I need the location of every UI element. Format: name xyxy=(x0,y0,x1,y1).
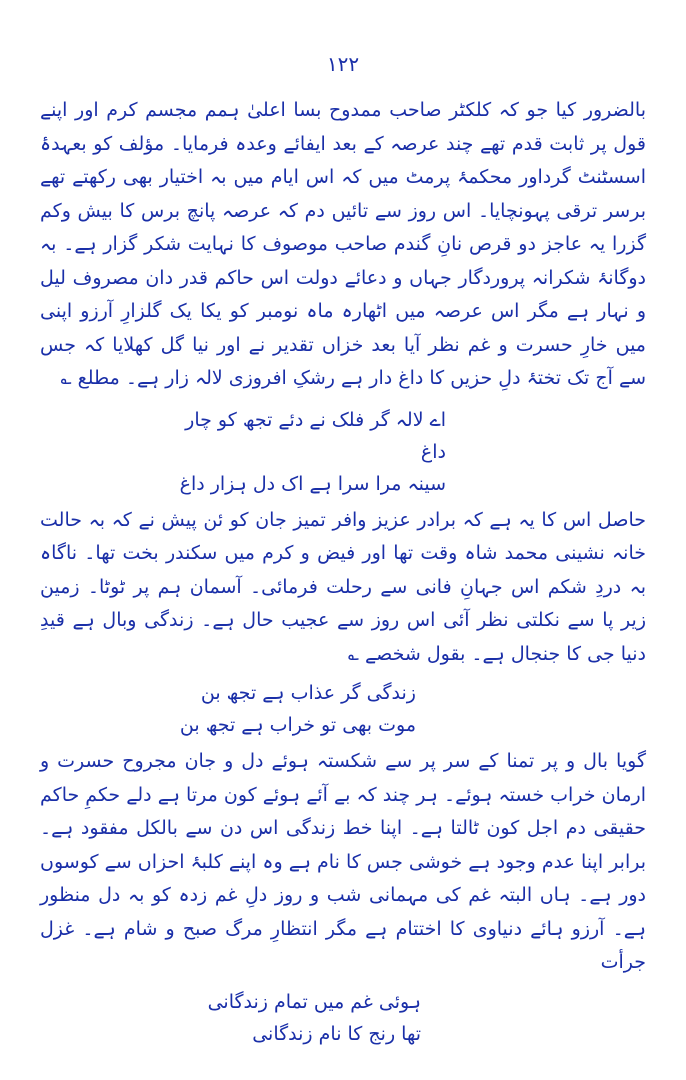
verse-line: اے لالہ گر فلک نے دئے تجھ کو چار داغ xyxy=(185,408,446,463)
paragraph-3: گویا بال و پر تمنا کے سر پر سے شکستہ ہوئے دل و جان مجروح حسرت و ارمان خراب خستہ ہوئے۔ ہر چند کہ بے آئے ہوئے کون مرتا ہے دلے حکمِ حاکم حقیقی دم اجل کون ٹالتا ہے۔ اپنا خط زندگی اس دن سے بالکل مفقود ہے۔ برابر اپنا عدم وجود ہے خوشی جس کا نام ہے وہ اپنے کلبۂ احزاں سے کوسوں دور ہے۔ ہاں البتہ غم کی مہمانی شب و روز دلِ غم زدہ کو بہ دل منظور ہے۔ آرزو ہائے دنیاوی کا اختتام ہے مگر انتظارِ مرگ صبح و شام ہے۔ غزل جرأت xyxy=(40,750,646,973)
verse-line: موت بھی تو خراب ہے تجھ بن xyxy=(179,714,416,736)
verse-line: زندگی گر عذاب ہے تجھ بن xyxy=(200,682,416,704)
paragraph-1: بالضرور کیا جو کہ کلکٹر صاحب ممدوح بسا اعلیٰ ہمم مجسم کرم اور اپنے قول پر ثابت قدم تھے چند عرصہ کے بعد ایفائے وعدہ فرمایا۔ مؤلف کو بعہدۂ اسسٹنٹ گرداور محکمۂ پرمٹ میں کہ اس ایام میں بہ اختیار بھی رکھتے تھے برسر ترقی پہونچایا۔ اس روز سے تائیں دم کہ عرصہ پانچ برس کا بیش وکم گزرا یہ عاجز دو قرص نانِ گندم صاحب موصوف کا نہایت شکر گزار ہے۔ بہ دوگانۂ شکرانہ پروردگار جہاں و دعائے دولت اس حاکم قدر دان مصروف لیل و نہار ہے مگر اس عرصہ میں اٹھارہ ماہ نومبر کو یکا یک گلزارِ آرزو اپنی میں خارِ حسرت و غم نظر آیا بعد خزاں تقدیر نے اور نیا گل کھلایا کہ جس سے آج تک تختۂ دلِ حزیں کا داغ دار ہے رشکِ افروزی لالہ زار ہے۔ مطلع ؎ xyxy=(40,99,646,389)
paragraph-2: حاصل اس کا یہ ہے کہ برادر عزیز وافر تمیز جان کو ئن پیش نے کہ بہ حالت خانہ نشینی محمد شاہ وقت تھا اور فیض و کرم میں سکندر بخت تھا۔ ناگاہ بہ دردِ شکم اس جہانِ فانی سے رحلت فرمائی۔ آسمان ہم پر ٹوٹا۔ زمین زیر پا سے نکلتی نظر آئی اس روز سے عجیب حال ہے۔ زندگی وبال ہے قیدِ دنیا جی کا جنجال ہے۔ بقول شخصے ؎ xyxy=(40,508,646,665)
verse-couplet-3 xyxy=(40,986,646,1050)
verse-line: سینہ مرا سرا ہے اک دل ہزار داغ xyxy=(179,472,446,495)
verse-line: ہوئی غم میں تمام زندگانی xyxy=(207,990,421,1013)
page-number: ۱۲۲ xyxy=(326,52,360,76)
verse-couplet-2 xyxy=(40,677,646,741)
verse-couplet-1 xyxy=(40,404,646,500)
verse-line: تھا رنج کا نام زندگانی xyxy=(252,1022,421,1045)
